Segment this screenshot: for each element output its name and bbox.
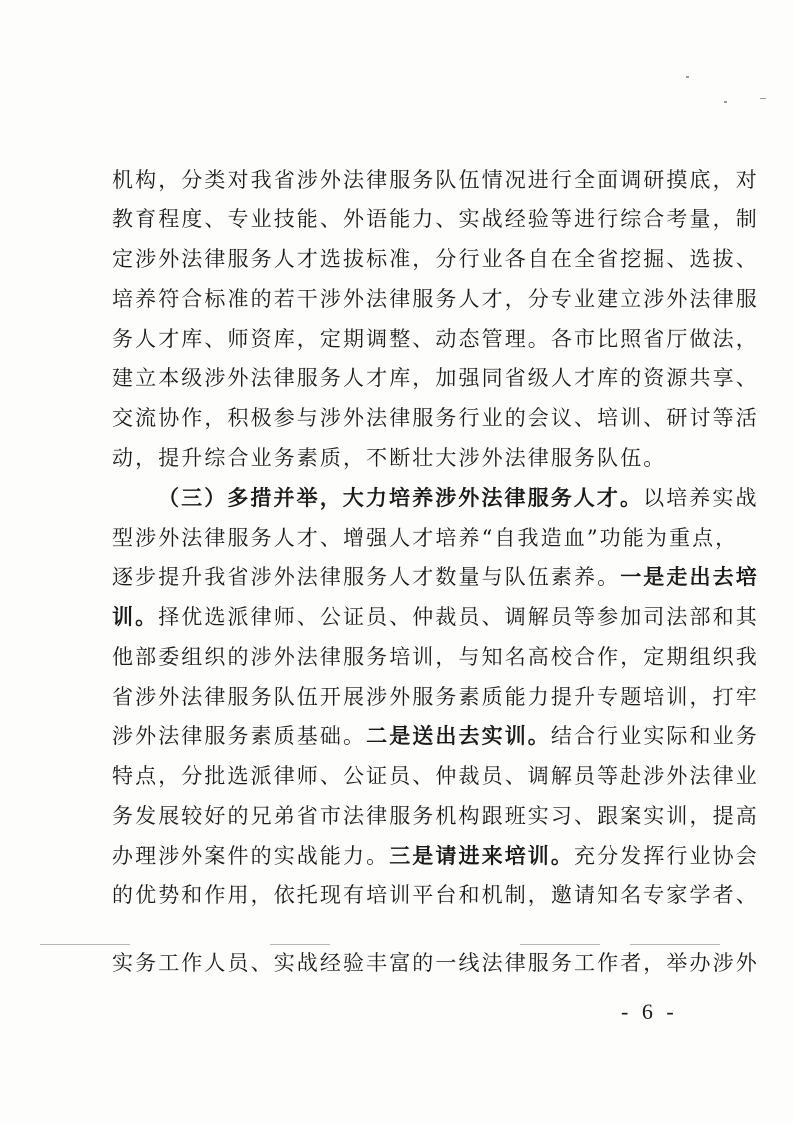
- body-line: 培养符合标准的若干涉外法律服务人才，分专业建立涉外法律服: [112, 287, 759, 311]
- emphasis-text: 三是请进来培训。: [389, 844, 575, 868]
- body-line: 务发展较好的兄弟省市法律服务机构跟班实习、跟案实训，提高: [112, 804, 759, 828]
- body-line: 特点，分批选派律师、公证员、仲裁员、调解员等赴涉外法律业: [112, 764, 759, 788]
- body-line: [112, 563, 759, 591]
- body-line: 教育程度、专业技能、外语能力、实战经验等进行综合考量，制: [112, 207, 759, 231]
- body-line: 务人才库、师资库，定期调整、动态管理。各市比照省厅做法，: [112, 327, 759, 351]
- body-text: 办理涉外案件的实战能力。: [112, 844, 390, 868]
- body-line: 机构，分类对我省涉外法律服务队伍情况进行全面调研摸底，对: [112, 168, 759, 192]
- body-line: 定涉外法律服务人才选拔标准，分行业各自在全省挖掘、选拔、: [112, 247, 759, 271]
- body-line: 交流协作，积极参与涉外法律服务行业的会议、培训、研讨等活: [112, 406, 759, 430]
- scan-mark: [686, 76, 689, 78]
- emphasis-text: 训。: [112, 605, 159, 629]
- scan-mark: [40, 944, 130, 945]
- emphasis-text: 二是送出去实训。: [366, 724, 551, 748]
- scan-mark: [270, 944, 330, 945]
- body-line: 型涉外法律服务人才、增强人才培养“自我造血”功能为重点，: [112, 526, 739, 550]
- body-text: 以培养实战: [643, 486, 759, 510]
- section-heading: （三）多措并举，大力培养涉外法律服务人才。: [158, 486, 644, 510]
- scan-mark: [630, 944, 720, 945]
- body-text: 择优选派律师、公证员、仲裁员、调解员等参加司法部和其: [158, 605, 759, 629]
- body-line: [112, 722, 759, 750]
- scan-mark: [760, 98, 766, 99]
- body-line: [158, 484, 759, 512]
- body-text: 结合行业实际和业务: [550, 724, 759, 748]
- scan-mark: [724, 101, 727, 103]
- body-line: [112, 603, 759, 631]
- body-line: 建立本级涉外法律服务人才库，加强同省级人才库的资源共享、: [112, 366, 759, 390]
- body-line: 实务工作人员、实战经验丰富的一线法律服务工作者，举办涉外: [112, 951, 759, 975]
- body-text: 涉外法律服务素质基础。: [112, 724, 367, 748]
- body-line: [112, 842, 759, 870]
- emphasis-text: 一是走出去培: [620, 565, 759, 589]
- body-text: 充分发挥行业协会: [574, 844, 759, 868]
- body-line: 的优势和作用，依托现有培训平台和机制，邀请知名专家学者、: [112, 883, 759, 907]
- page-number: - 6 -: [621, 999, 678, 1024]
- body-line: 他部委组织的涉外法律服务培训，与知名高校合作，定期组织我: [112, 645, 759, 669]
- body-line: 动，提升综合业务素质，不断壮大涉外法律服务队伍。: [112, 446, 667, 470]
- body-line: 省涉外法律服务队伍开展涉外服务素质能力提升专题培训，打牢: [112, 685, 759, 709]
- body-text: 逐步提升我省涉外法律服务人才数量与队伍素养。: [112, 565, 621, 589]
- scan-mark: [520, 944, 600, 945]
